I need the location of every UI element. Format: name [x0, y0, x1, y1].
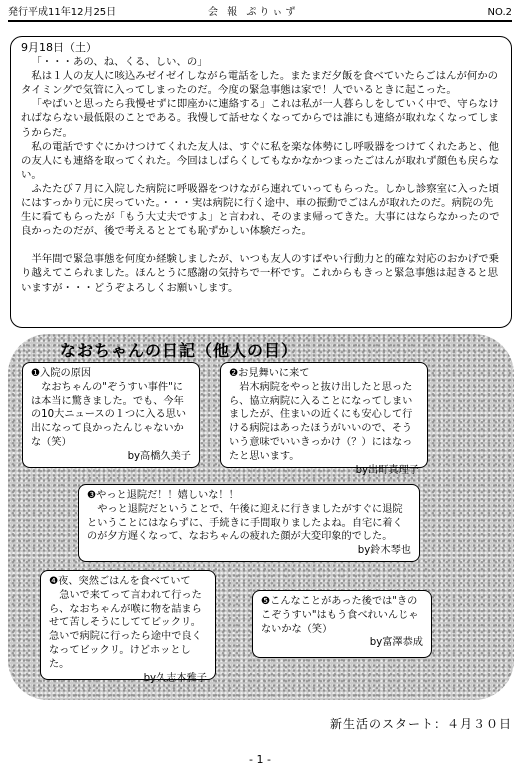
- note-body: 岩木病院をやっと抜け出したと思ったら、協立病院に入ることになってしまいましたが、住まいの近くにも安心して行ける病院はあったほうがいいので、そういう意味でいいきっかけ（？）にはなったと思います。: [229, 381, 413, 462]
- diary-paragraph: 「・・・あの、ね、くる、しい、の」: [31, 56, 208, 69]
- note-title: ❸やっと退院だ！！嬉しいな！！: [87, 490, 239, 501]
- issue-number: NO.2: [487, 7, 512, 18]
- note-body: やっと退院だということで、午後に迎えに行きましたがすぐに退院ということにはならずに、手続きに手間取りましたよね。自宅に着くのが夕方遅くなって、なおちゃんの疲れた顔が大変印象的でした。: [87, 503, 403, 543]
- issue-date: 発行平成11年12月25日: [8, 7, 117, 18]
- newsletter-title: 会 報 ぷりぃず: [208, 7, 299, 18]
- note-title: ❶入院の原因: [31, 368, 92, 379]
- footer-slogan: 新生活のスタート：４月３０日: [329, 717, 512, 731]
- note-author: by鈴木琴也: [357, 545, 411, 557]
- diary-date: 9月18日（土）: [21, 41, 97, 54]
- note-title: ❷お見舞いに来て: [229, 368, 310, 379]
- note-title: ❹夜、突然ごはんを食べていて: [49, 576, 191, 587]
- diary-paragraph: 私の電話ですぐにかけつけてくれた友人は、すぐに私を楽な体勢にし呼吸器をつけてくれたあと、他の友人にも連絡を取ってくれた。今回はしばらくしてもなかなかつまったごはんが取れず顔色も戻らない。: [21, 140, 499, 181]
- diary-entry-box: [10, 36, 512, 328]
- note-author: by出町真理子: [355, 464, 419, 476]
- note-title: ❺こんなことがあった後では"きのこぞうすい"はもう食べれいんじゃないかな（笑）: [261, 596, 419, 635]
- diary-paragraph: 私は１人の友人に咳込みゼイゼイしながら電話をした。またまだ夕飯を食べていたらごはんが何かのタイミングで気管に入ってしまったのだ。今度の緊急事態は家で！人でいるときに起こった。: [21, 70, 499, 97]
- note-body: なおちゃんの"ぞうすい事件"には本当に驚きました。でも、今年の10大ニュースの１つに入る思い出になって良かったんじゃないかな（笑）: [31, 381, 187, 448]
- comment-note-5: [252, 590, 432, 658]
- comment-note-3: [78, 484, 420, 562]
- comment-note-4: [40, 570, 216, 684]
- note-author: by高橋久美子: [127, 450, 191, 462]
- note-author: by久志本雅子: [143, 672, 207, 684]
- comment-note-2: [220, 362, 428, 476]
- note-body: 急いで来てって言われて行ったら、なおちゃんが喉に物を詰まらせて苦しそうにしててビックリ。急いで病院に行ったら途中で良くなってビックリ。けどホッとした。: [49, 589, 202, 670]
- newsletter-header: [8, 6, 512, 22]
- page-number: - 1 -: [249, 753, 271, 766]
- diary-paragraph: ふたたび７月に入院した病院に呼吸器をつけながら連れていってもらった。しかし診察室に入った頃にはすっかり元に戻っていた。・・・実は病院に行く途中、車の振動でごはんが取れたのだ。病院の先生に看てもらったが「もう大丈夫ですよ」と言われ、そのまま帰ってきた。大事にはならなかったので良かったのだが、後で考えるととても恥ずかしい体験だった。: [21, 182, 500, 238]
- comment-note-1: [22, 362, 200, 468]
- section-title: なおちゃんの日記（他人の目）: [60, 341, 299, 360]
- note-author: by富澤恭成: [369, 637, 423, 649]
- diary-paragraph: 「やばいと思ったら我慢せずに即座かに連絡する」これは私が一人暮らしをしていく中で、守らなければならない最低限のことである。我慢して話せなくなってからでは誰にも連絡が取れなくなってしまうからだ。: [21, 98, 499, 139]
- diary-paragraph: 半年間で緊急事態を何度か経験しましたが、いつも友人のすばやい行動力と的確な対応のおかげで乗り越えてこられました。ほんとうに感謝の気持ちで一杯です。これからもきっと緊急事態は起きると思いますが・・・どうぞよろしくお願いします。: [21, 253, 499, 294]
